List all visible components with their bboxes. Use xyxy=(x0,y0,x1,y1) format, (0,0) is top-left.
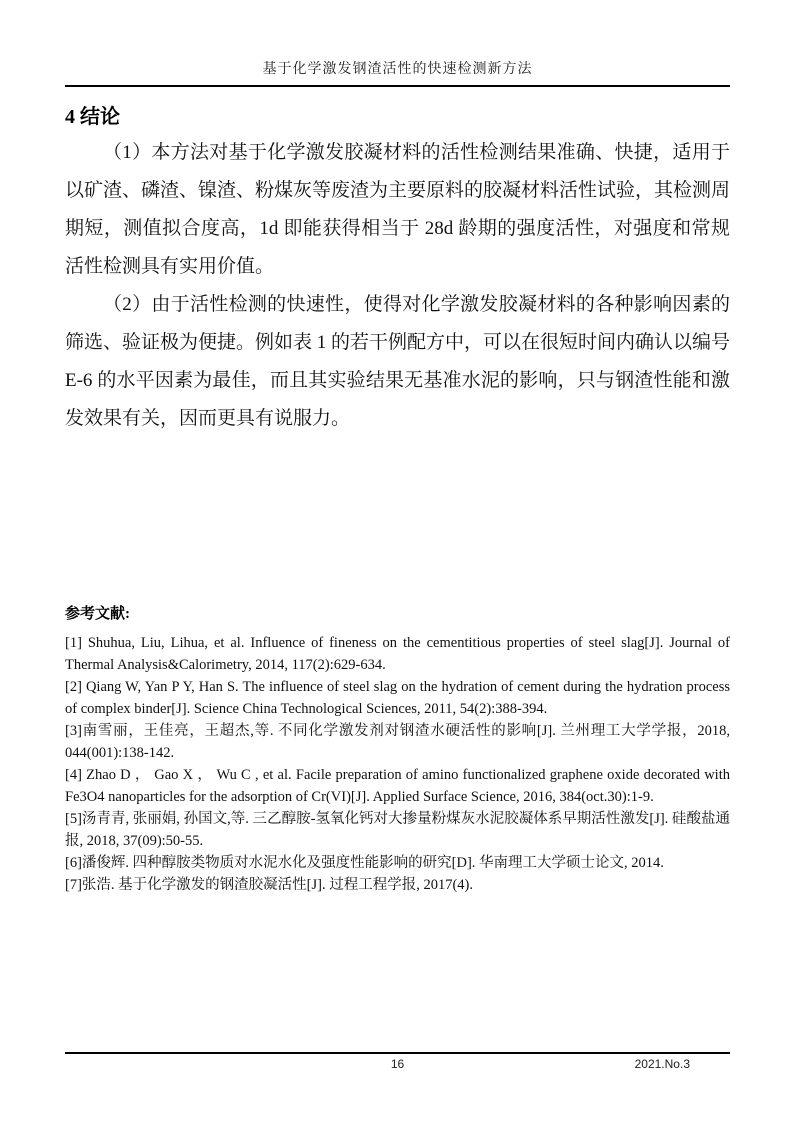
conclusion-paragraph-1: （1）本方法对基于化学激发胶凝材料的活性检测结果准确、快捷，适用于以矿渣、磷渣、镍渣、粉煤灰等废渣为主要原料的胶凝材料活性试验，其检测周期短，测值拟合度高，1d 即能获得相当于 28d 龄期的强度活性，对强度和常规活性检测具有实用价值。 xyxy=(65,142,731,277)
references-heading: 参考文献: xyxy=(65,606,130,622)
references-section xyxy=(65,602,730,896)
reference-item-7: [7]张浩. 基于化学激发的钢渣胶凝活性[J]. 过程工程学报, 2017(4). xyxy=(65,877,473,893)
reference-item-4: [4] Zhao D ， Gao X ， Wu C , et al. Facile preparation of amino functionalized graphene oxide decorated with Fe3O4 nanoparticles for the adsorption of Cr(VI)[J]. Applied Surface Science, 2016, 384(oct.30):1-9. xyxy=(65,767,730,805)
reference-item-3: [3]南雪丽，王佳亮，王超杰,等. 不同化学激发剂对钢渣水硬活性的影响[J]. 兰州理工大学学报，2018, 044(001):138-142. xyxy=(65,723,730,761)
running-head-title: 基于化学激发钢渣活性的快速检测新方法 xyxy=(65,58,730,87)
page-footer xyxy=(65,1052,730,1075)
reference-item-5: [5]汤青青, 张丽娟, 孙国文,等. 三乙醇胺-氢氧化钙对大掺量粉煤灰水泥胶凝体系早期活性激发[J]. 硅酸盐通报, 2018, 37(09):50-55. xyxy=(65,811,730,849)
page-number: 16 xyxy=(390,1057,405,1071)
footer-row xyxy=(65,1057,730,1075)
conclusion-paragraph-2: （2）由于活性检测的快速性，使得对化学激发胶凝材料的各种影响因素的筛选、验证极为便捷。例如表 1 的若干例配方中，可以在很短时间内确认以编号 E-6 的水平因素为最佳，而且其实验结果无基准水泥的影响，只与钢渣性能和激发效果有关，因而更具有说服力。 xyxy=(65,294,731,429)
issue-number: 2021.No.3 xyxy=(634,1057,690,1071)
reference-item-2: [2] Qiang W, Yan P Y, Han S. The influence of steel slag on the hydration of cement during the hydration process of complex binder[J]. Science China Technological Sciences, 2011, 54(2):388-394. xyxy=(65,679,730,717)
section-heading-conclusion: 4 结论 xyxy=(65,106,120,128)
reference-item-6: [6]潘俊辉. 四种醇胺类物质对水泥水化及强度性能影响的研究[D]. 华南理工大学硕士论文, 2014. xyxy=(65,855,664,871)
conclusion-body xyxy=(65,134,730,438)
reference-item-1: [1] Shuhua, Liu, Lihua, et al. Influence of fineness on the cementitious properties of steel slag[J]. Journal of Thermal Analysis&Calorimetry, 2014, 117(2):629-634. xyxy=(65,635,730,673)
